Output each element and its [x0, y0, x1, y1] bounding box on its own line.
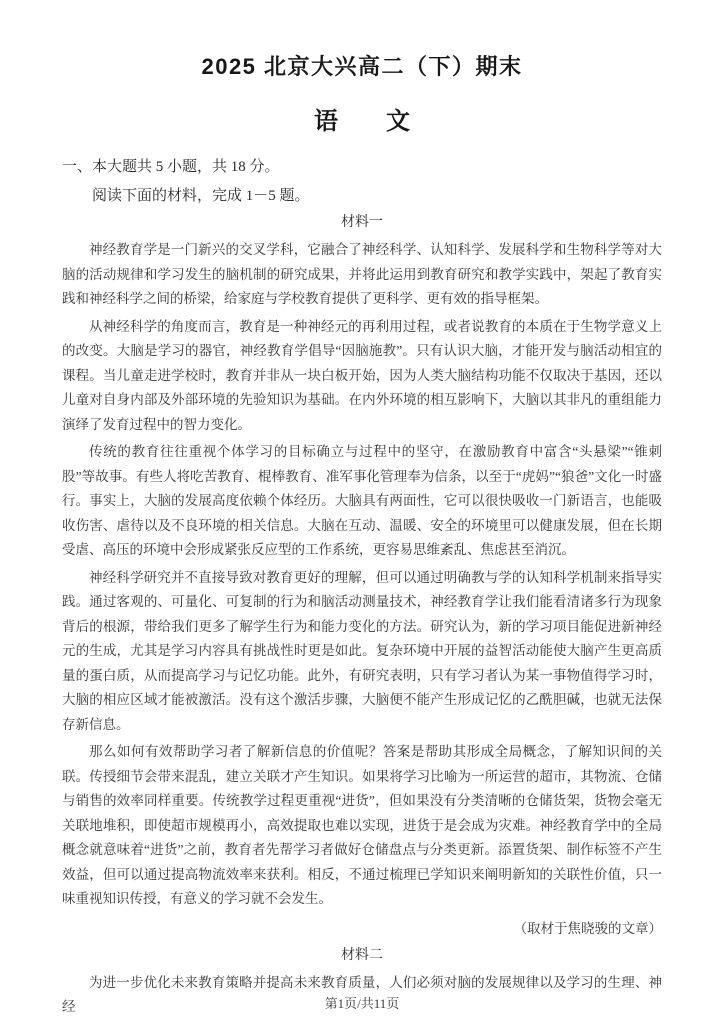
reading-instruction: 阅读下面的材料，完成 1－5 题。	[92, 188, 310, 204]
material-one-paragraph-2: 从神经科学的角度而言，教育是一种神经元的再利用过程，或者说教育的本质在于生物学意义上的改变。大脑是学习的器官，神经教育学倡导“因脑施教”。只有认识大脑，才能开发与脑活动相宜的课程。当儿童走进学校时，教育并非从一块白板开始，因为人类大脑结构功能不仅取决于基因，还以儿童对自身内部及外部环境的先验知识为基础。在内外环境的相互影响下，大脑以其非凡的重组能力演绎了发育过程中的智力变化。	[62, 318, 662, 432]
material-one-paragraph-5: 那么如何有效帮助学习者了解新信息的价值呢？答案是帮助其形成全局概念，了解知识间的关联。传授细节会带来混乱，建立关联才产生知识。如果将学习比喻为一所运营的超市，其物流、仓储与销售的效率同样重要。传统教学过程更重视“进货”，但如果没有分类清晰的仓储货架，货物会毫无关联地堆积，即使超市规模再小，高效提取也难以实现，进货于是会成为灾难。神经教育学中的全局概念就意味着“进货”之前，教育者先帮学习者做好仓储盘点与分类更新。添置货架、制作标签不产生效益，但可以通过提高物流效率来获利。相反，不通过梳理已学知识来阐明新知的关联性价值，只一味重视知识传授，有意义的学习就不会发生。	[62, 744, 662, 906]
material-one-label: 材料一	[341, 215, 383, 230]
section-one-heading: 一、本大题共 5 小题，共 18 分。	[62, 159, 280, 175]
material-one-paragraph-1: 神经教育学是一门新兴的交叉学科，它融合了神经科学、认知科学、发展科学和生物科学等对大脑的活动规律和学习发生的脑机制的研究成果，并将此运用到教育研究和教学实践中，架起了教育实践和神经科学之间的桥梁，给家庭与学校教育提供了更科学、更有效的指导框架。	[62, 242, 662, 306]
material-one-attribution: （取材于焦晓骏的文章）	[513, 920, 662, 936]
subject-title: 语 文	[314, 108, 410, 135]
material-one-paragraph-4: 神经科学研究并不直接导致对教育更好的理解，但可以通过明确教与学的认知科学机制来指导实践。通过客观的、可量化、可复制的行为和脑活动测量技术，神经教育学让我们能看清诸多行为现象背后的根源，带给我们更多了解学生行为和能力变化的方法。研究认为，新的学习项目能促进新神经元的生成，尤其是学习内容具有挑战性时更是如此。复杂环境中开展的益智活动能使大脑产生更高质量的蛋白质，从而提高学习与记忆功能。此外，有研究表明，只有学习者认为某一事物值得学习时，大脑的相应区域才能被激活。没有这个激活步骤，大脑便不能产生形成记忆的乙酰胆碱，也就无法保存新信息。	[62, 569, 662, 732]
material-two-paragraph-1: 为进一步优化未来教育策略并提高未来教育质量，人们必须对脑的发展规律以及学习的生理、神经	[62, 974, 662, 1014]
page-number-footer: 第1页/共11页	[324, 996, 400, 1011]
material-two-label: 材料二	[341, 947, 383, 963]
material-one-paragraph-3: 传统的教育往往重视个体学习的目标确立与过程中的坚守，在激励教育中富含“头悬梁”“锥刺股”等故事。有些人将吃苦教育、棍棒教育、准军事化管理奉为信条，以至于“虎妈”“狼爸”文化一时盛行。事实上，大脑的发展高度依赖个体经历。大脑具有两面性，它可以很快吸收一门新语言，也能吸收伤害、虐待以及不良环境的相关信息。大脑在互动、温暖、安全的环境里可以健康发展，但在长期受虐、高压的环境中会形成紧张反应型的工作系统，更容易思维紊乱、焦虑甚至消沉。	[62, 444, 662, 557]
page-title: 2025 北京大兴高二（下）期末	[201, 54, 523, 79]
